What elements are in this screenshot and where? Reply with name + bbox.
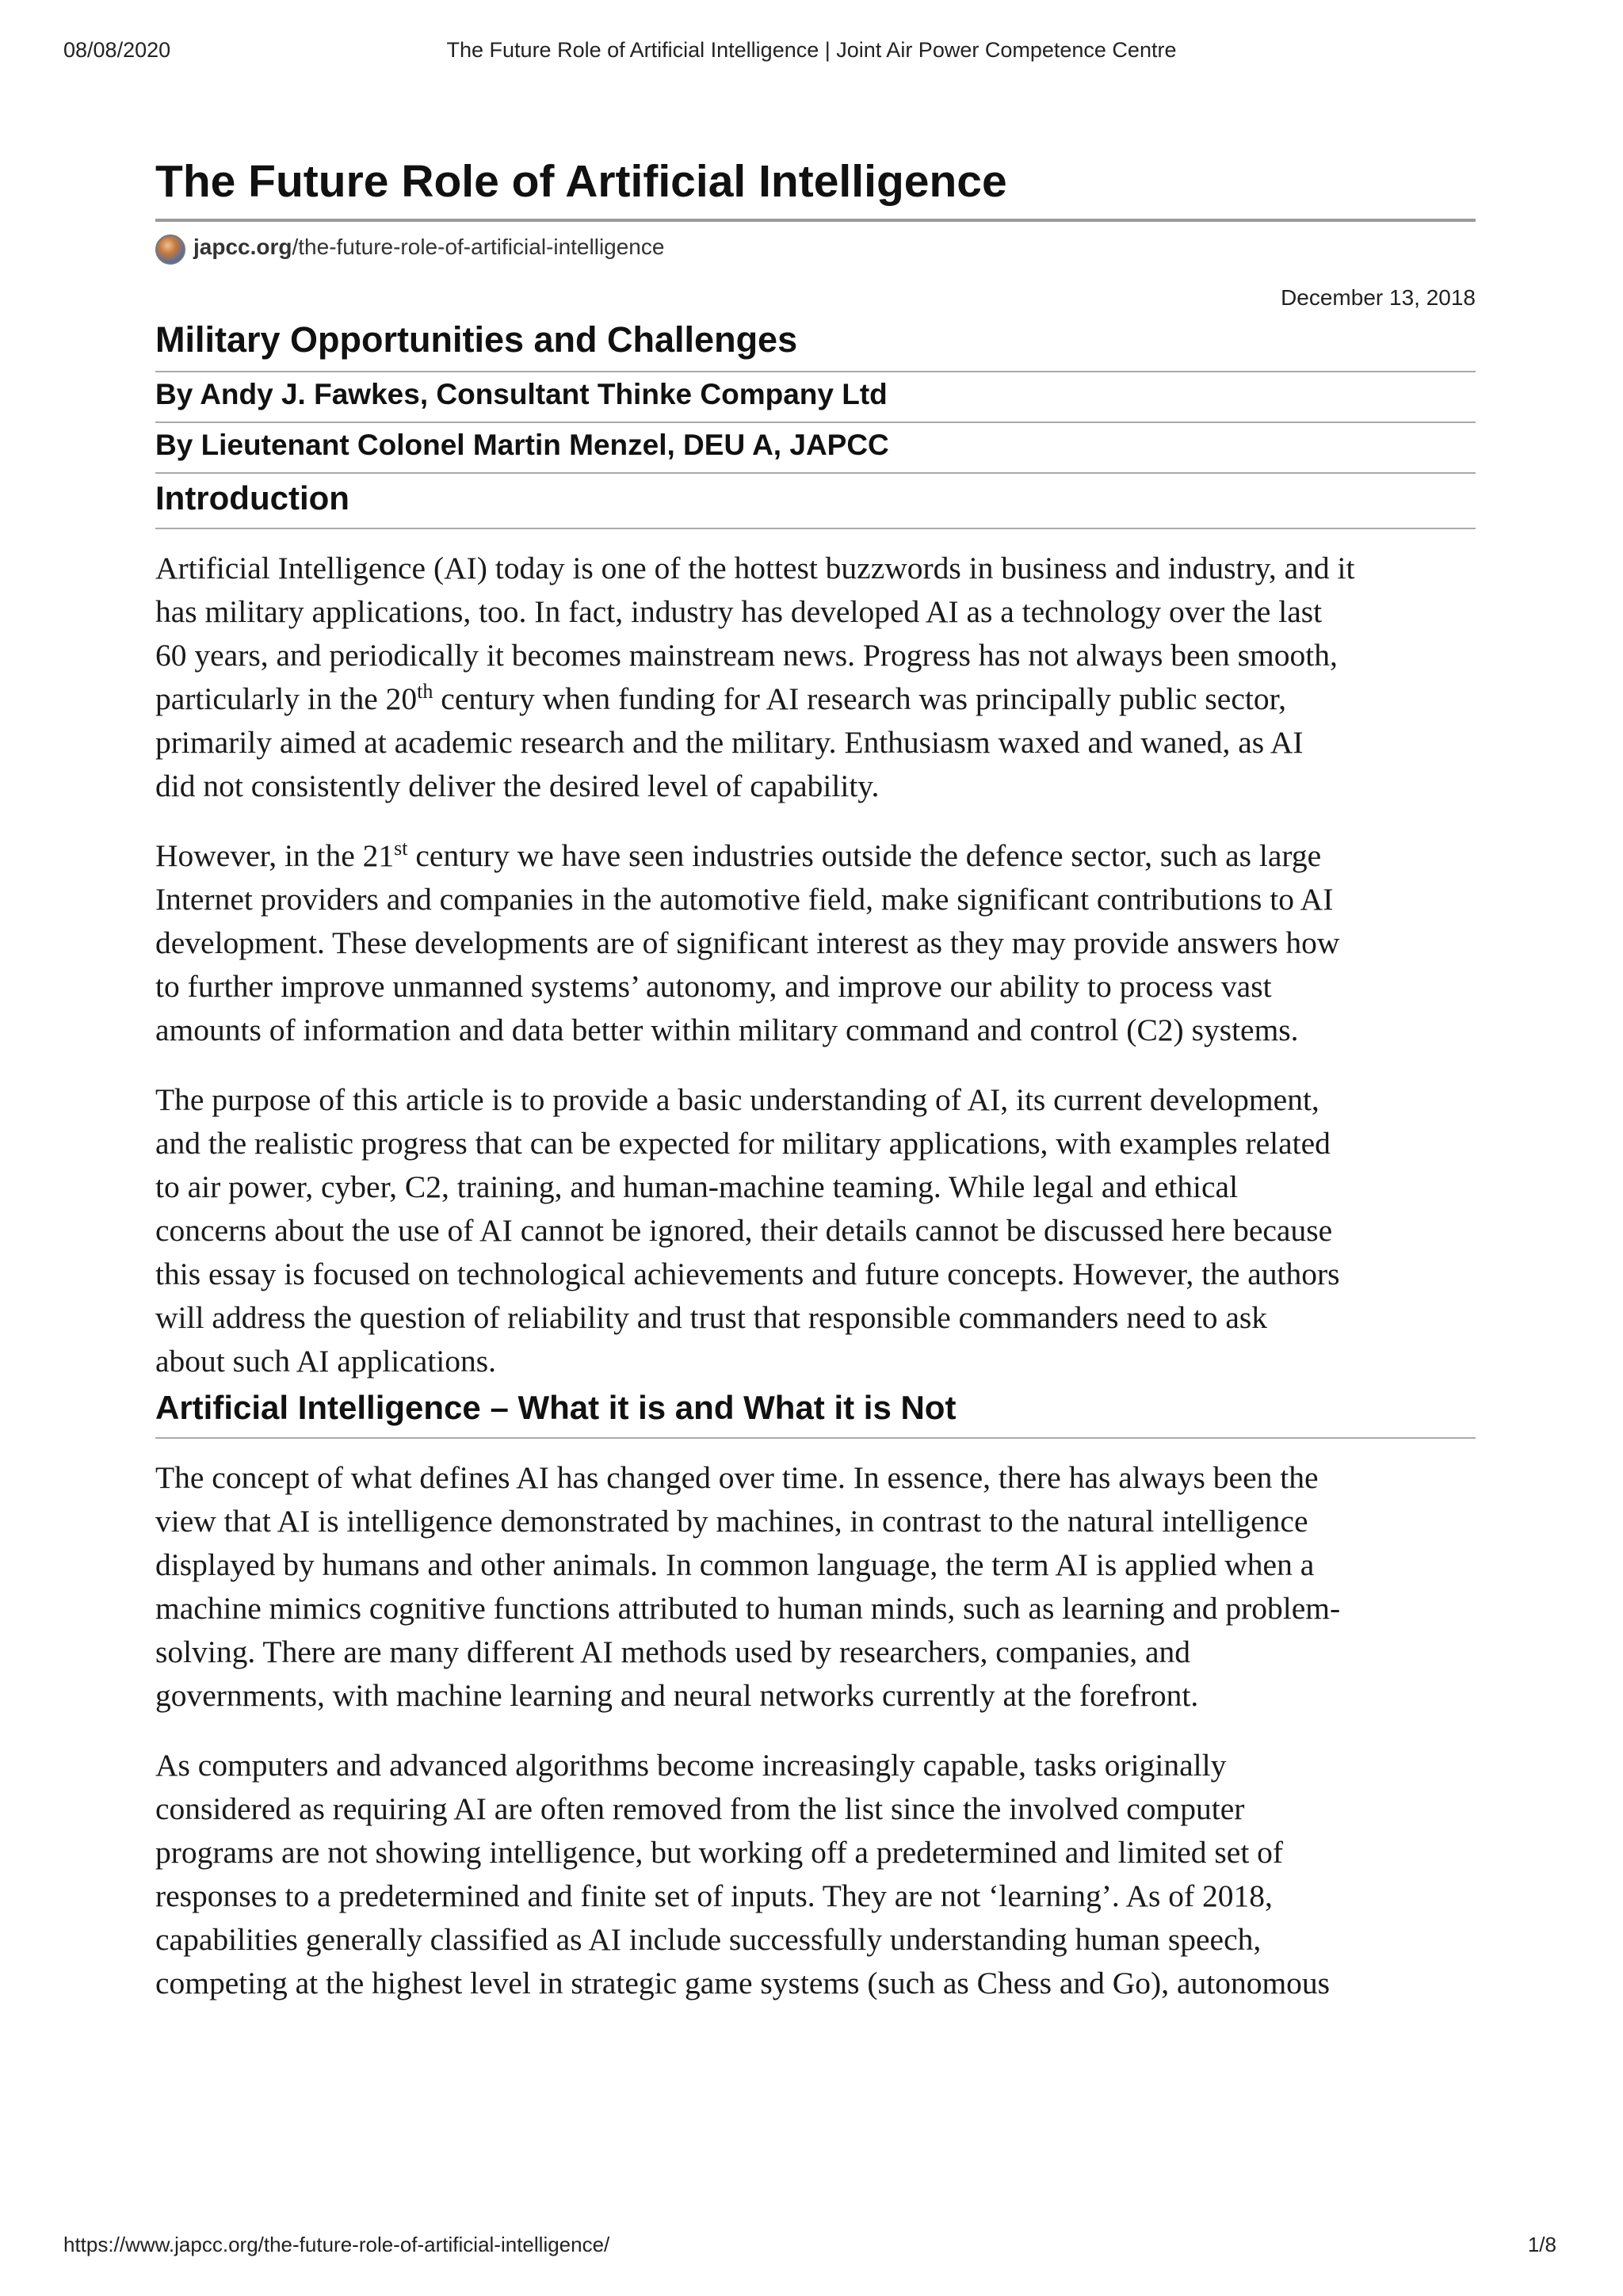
article-title: The Future Role of Artificial Intelligence: [155, 151, 1476, 222]
page-number: 1/8: [1527, 2233, 1556, 2256]
text-line: responses to a predetermined and finite set of inputs. They are not ‘learning’. As of 2018,: [155, 1878, 1273, 1913]
text-line: and the realistic progress that can be expected for military applications, with examples related: [155, 1126, 1331, 1161]
text-line: 60 years, and periodically it becomes mainstream news. Progress has not always been smooth,: [155, 638, 1338, 673]
ai-paragraph-2: [155, 1744, 1476, 2005]
source-domain: japcc.org: [193, 235, 292, 259]
text-line: to further improve unmanned systems’ autonomy, and improve our ability to process vast: [155, 969, 1272, 1004]
text-line: did not consistently deliver the desired level of capability.: [155, 769, 880, 803]
text-fragment: However, in the 21: [155, 838, 395, 873]
text-line: to air power, cyber, C2, training, and human-machine teaming. While legal and ethical: [155, 1169, 1239, 1204]
text-fragment: particularly in the 20: [155, 681, 418, 716]
text-line: this essay is focused on technological achievements and future concepts. However, the authors: [155, 1257, 1340, 1291]
source-path: /the-future-role-of-artificial-intelligence: [292, 235, 665, 259]
text-fragment: century when funding for AI research was principally public sector,: [433, 681, 1287, 716]
text-line: Artificial Intelligence (AI) today is one of the hottest buzzwords in business and industry, and it: [155, 551, 1355, 585]
print-date: 08/08/2020: [63, 38, 171, 62]
text-line: Internet providers and companies in the automotive field, make significant contributions to AI: [155, 882, 1334, 917]
section-heading-introduction: Introduction: [155, 474, 1476, 529]
source-url[interactable]: [193, 231, 664, 263]
article: [155, 151, 1476, 2005]
text-fragment: century we have seen industries outside the defence sector, such as large: [407, 838, 1322, 873]
text-line: amounts of information and data better within military command and control (C2) systems.: [155, 1013, 1299, 1047]
print-header: [0, 38, 1623, 70]
text-line: competing at the highest level in strategic game systems (such as Chess and Go), autonomous: [155, 1966, 1331, 2000]
ordinal-suffix: th: [417, 680, 433, 703]
text-line: capabilities generally classified as AI include successfully understanding human speech,: [155, 1922, 1262, 1957]
text-line: [155, 677, 1476, 721]
print-page-title: The Future Role of Artificial Intelligence | Joint Air Power Competence Centre: [446, 38, 1177, 62]
text-line: has military applications, too. In fact, industry has developed AI as a technology over the last: [155, 594, 1323, 629]
text-line: programs are not showing intelligence, but working off a predetermined and limited set of: [155, 1835, 1284, 1870]
ai-paragraph-1: [155, 1456, 1476, 1718]
text-line: displayed by humans and other animals. In common language, the term AI is applied when a: [155, 1547, 1315, 1582]
text-line: development. These developments are of significant interest as they may provide answers how: [155, 925, 1340, 960]
publication-date: December 13, 2018: [1281, 285, 1476, 310]
text-line: The concept of what defines AI has changed over time. In essence, there has always been the: [155, 1460, 1319, 1495]
text-line: will address the question of reliability and trust that responsible commanders need to ask: [155, 1300, 1268, 1335]
text-line: primarily aimed at academic research and the military. Enthusiasm waxed and waned, as AI: [155, 725, 1304, 760]
intro-paragraph-1: [155, 547, 1476, 808]
intro-paragraph-3: [155, 1078, 1476, 1383]
text-line: [155, 834, 1476, 878]
text-line: considered as requiring AI are often removed from the list since the involved computer: [155, 1791, 1245, 1826]
text-line: about such AI applications.: [155, 1344, 497, 1379]
byline-author-1: By Andy J. Fawkes, Consultant Thinke Company Ltd: [155, 372, 1476, 423]
byline-author-2: By Lieutenant Colonel Martin Menzel, DEU A, JAPCC: [155, 423, 1476, 474]
text-line: machine mimics cognitive functions attributed to human minds, such as learning and problem-: [155, 1591, 1341, 1626]
article-subtitle: Military Opportunities and Challenges: [155, 314, 1476, 372]
text-line: concerns about the use of AI cannot be ignored, their details cannot be discussed here because: [155, 1213, 1333, 1248]
text-line: solving. There are many different AI methods used by researchers, companies, and: [155, 1634, 1191, 1669]
text-line: governments, with machine learning and neural networks currently at the forefront.: [155, 1678, 1199, 1713]
section-heading-ai-definition: Artificial Intelligence – What it is and What it is Not: [155, 1383, 1476, 1439]
intro-paragraph-2: [155, 834, 1476, 1052]
text-line: The purpose of this article is to provide a basic understanding of AI, its current development,: [155, 1082, 1319, 1117]
text-line: As computers and advanced algorithms become increasingly capable, tasks originally: [155, 1748, 1227, 1783]
text-line: view that AI is intelligence demonstrated by machines, in contrast to the natural intelligence: [155, 1504, 1308, 1539]
globe-favicon-icon: [155, 235, 185, 265]
source-link[interactable]: [155, 231, 1476, 274]
ordinal-suffix: st: [394, 837, 408, 860]
print-footer-url: https://www.japcc.org/the-future-role-of-artificial-intelligence/: [63, 2233, 610, 2256]
